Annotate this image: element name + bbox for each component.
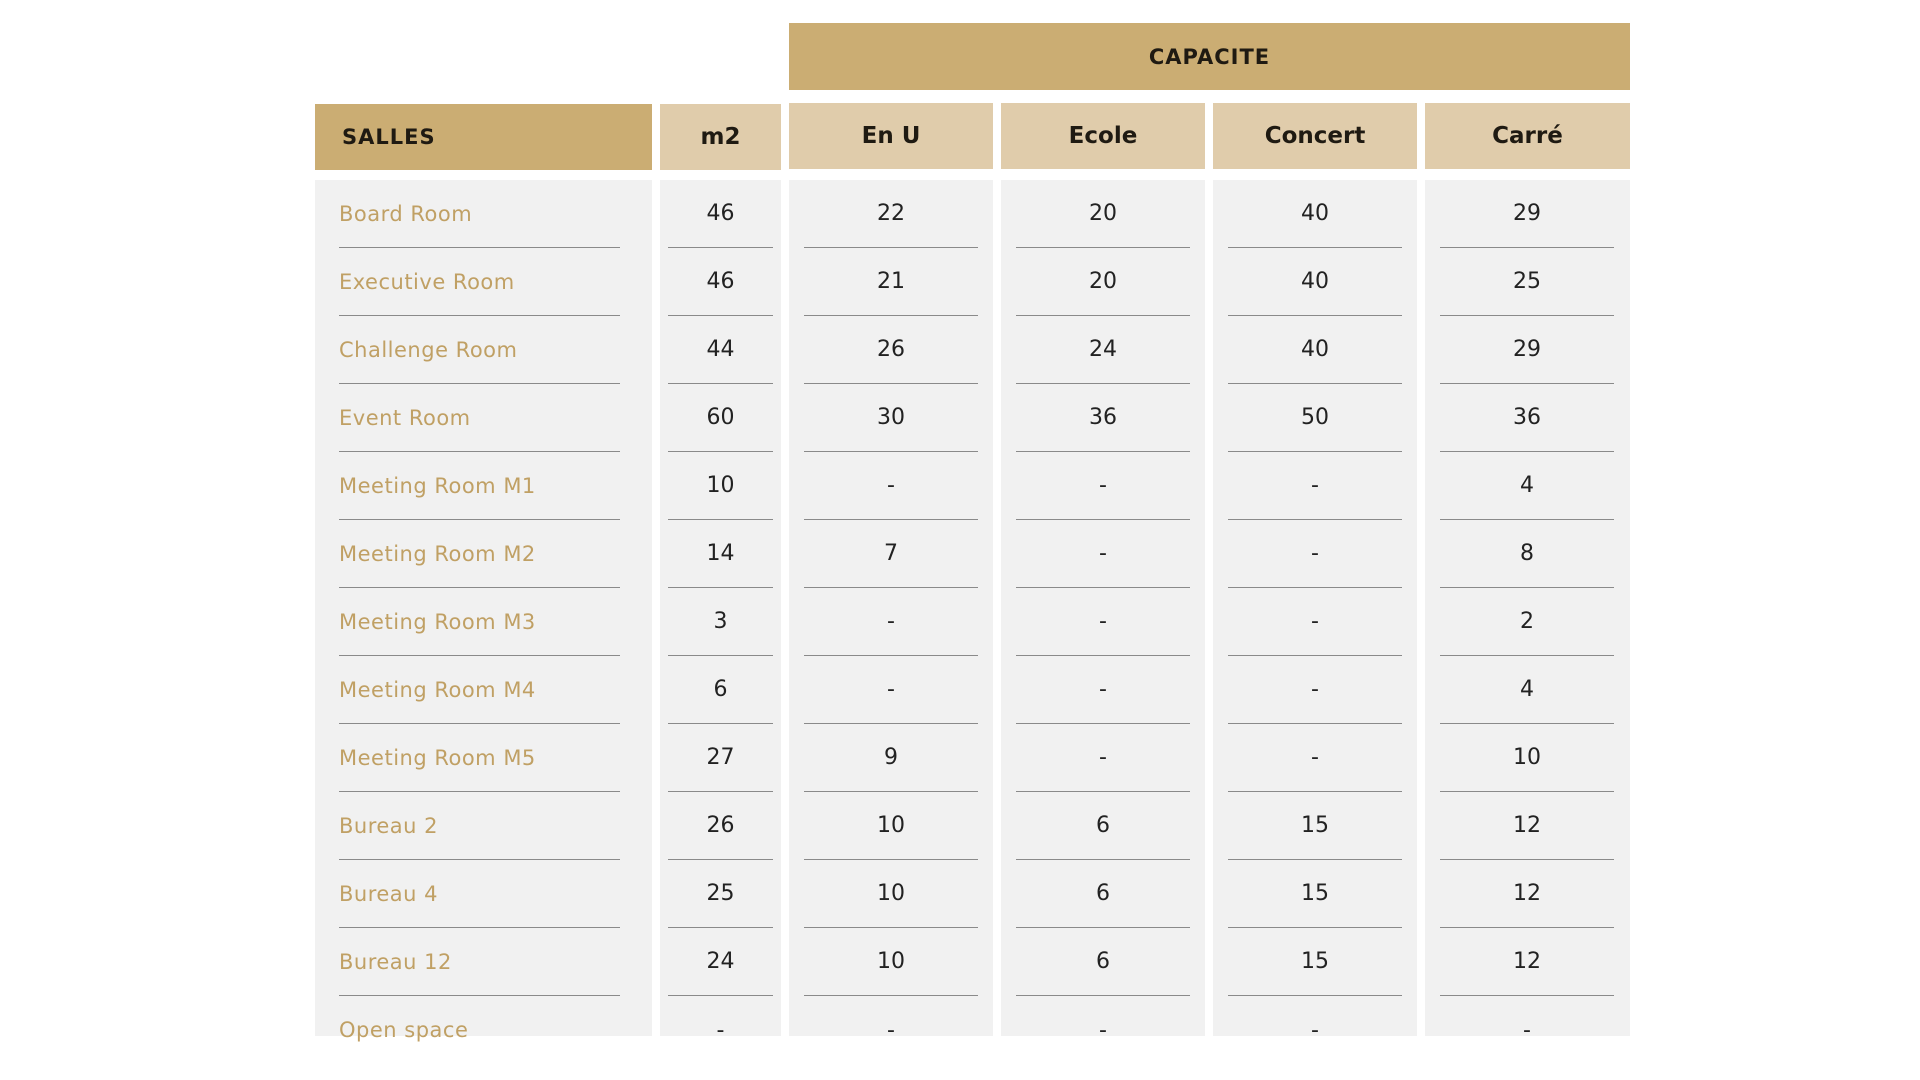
value-cell: -: [1311, 1017, 1319, 1043]
value-cell: -: [804, 452, 978, 520]
value-cell: 44: [668, 316, 773, 384]
value-cell: -: [1016, 588, 1190, 656]
value-cell: 10: [804, 792, 978, 860]
value-cell: 40: [1228, 316, 1402, 384]
value-cell: 15: [1228, 792, 1402, 860]
column-header-label: Carré: [1492, 123, 1563, 149]
value-cell: -: [1523, 1017, 1531, 1043]
room-name-cell: Meeting Room M3: [339, 588, 620, 656]
value-cell: 7: [804, 520, 978, 588]
value-cell: 12: [1440, 860, 1614, 928]
rooms-header: [315, 104, 652, 170]
value-cell: -: [804, 588, 978, 656]
value-cell: -: [1016, 656, 1190, 724]
value-cell: -: [1016, 452, 1190, 520]
value-cell: -: [1016, 520, 1190, 588]
value-cell: 21: [804, 248, 978, 316]
value-cell: 26: [804, 316, 978, 384]
room-name-cell: Meeting Room M4: [339, 656, 620, 724]
column-header-label: En U: [861, 123, 921, 149]
value-cell: 2: [1440, 588, 1614, 656]
value-cell: 6: [1016, 928, 1190, 996]
rooms-column: [315, 180, 652, 1042]
value-cell: 10: [804, 860, 978, 928]
value-cell: -: [804, 656, 978, 724]
value-cell: 60: [668, 384, 773, 452]
value-cell: 8: [1440, 520, 1614, 588]
value-cell: 10: [668, 452, 773, 520]
value-cell: 27: [668, 724, 773, 792]
value-cell: 26: [668, 792, 773, 860]
value-cell: 3: [668, 588, 773, 656]
value-cell: 40: [1228, 248, 1402, 316]
room-name-cell: Meeting Room M5: [339, 724, 620, 792]
carre-column: [1425, 180, 1630, 1043]
concert-column: [1213, 180, 1417, 1043]
value-cell: 6: [1016, 792, 1190, 860]
value-cell: 46: [668, 180, 773, 248]
value-cell: 40: [1228, 180, 1402, 248]
column-header-m2: [660, 104, 781, 170]
value-cell: 4: [1440, 656, 1614, 724]
value-cell: 4: [1440, 452, 1614, 520]
capacity-header-label: CAPACITE: [1148, 44, 1271, 69]
en-u-column: [789, 180, 993, 1043]
value-cell: 25: [668, 860, 773, 928]
value-cell: 12: [1440, 928, 1614, 996]
value-cell: 10: [1440, 724, 1614, 792]
value-cell: 14: [668, 520, 773, 588]
value-cell: 29: [1440, 316, 1614, 384]
room-name-cell: Meeting Room M2: [339, 520, 620, 588]
value-cell: -: [1228, 588, 1402, 656]
column-header-ecole: [1001, 103, 1205, 169]
value-cell: 36: [1016, 384, 1190, 452]
room-name-cell: Event Room: [339, 384, 620, 452]
m2-column: [660, 180, 781, 1043]
value-cell: 24: [1016, 316, 1190, 384]
column-header-label: Concert: [1264, 123, 1366, 149]
ecole-column: [1001, 180, 1205, 1043]
value-cell: -: [1016, 724, 1190, 792]
rooms-header-label: SALLES: [342, 125, 436, 149]
column-header-concert: [1213, 103, 1417, 169]
value-cell: -: [716, 1017, 725, 1043]
column-header-label: Ecole: [1068, 123, 1138, 149]
column-header-en-u: [789, 103, 993, 169]
room-name-cell: Bureau 12: [339, 928, 620, 996]
value-cell: 6: [668, 656, 773, 724]
column-header-label: m2: [700, 124, 741, 150]
value-cell: 20: [1016, 248, 1190, 316]
room-name-cell: Board Room: [339, 180, 620, 248]
value-cell: 25: [1440, 248, 1614, 316]
value-cell: -: [1099, 1017, 1107, 1043]
value-cell: 29: [1440, 180, 1614, 248]
room-name-cell: Executive Room: [339, 248, 620, 316]
value-cell: 22: [804, 180, 978, 248]
value-cell: 9: [804, 724, 978, 792]
room-name-cell: Challenge Room: [339, 316, 620, 384]
value-cell: -: [887, 1017, 895, 1043]
value-cell: 46: [668, 248, 773, 316]
value-cell: 50: [1228, 384, 1402, 452]
capacity-header: [789, 23, 1630, 90]
value-cell: 15: [1228, 860, 1402, 928]
value-cell: 6: [1016, 860, 1190, 928]
value-cell: 20: [1016, 180, 1190, 248]
value-cell: -: [1228, 656, 1402, 724]
room-name-cell: Meeting Room M1: [339, 452, 620, 520]
column-header-carre: [1425, 103, 1630, 169]
room-name-cell: Bureau 2: [339, 792, 620, 860]
value-cell: 24: [668, 928, 773, 996]
value-cell: -: [1228, 520, 1402, 588]
room-name-cell: Open space: [339, 1018, 469, 1042]
value-cell: 36: [1440, 384, 1614, 452]
value-cell: 12: [1440, 792, 1614, 860]
value-cell: 15: [1228, 928, 1402, 996]
room-name-cell: Bureau 4: [339, 860, 620, 928]
value-cell: -: [1228, 724, 1402, 792]
value-cell: 10: [804, 928, 978, 996]
value-cell: 30: [804, 384, 978, 452]
value-cell: -: [1228, 452, 1402, 520]
